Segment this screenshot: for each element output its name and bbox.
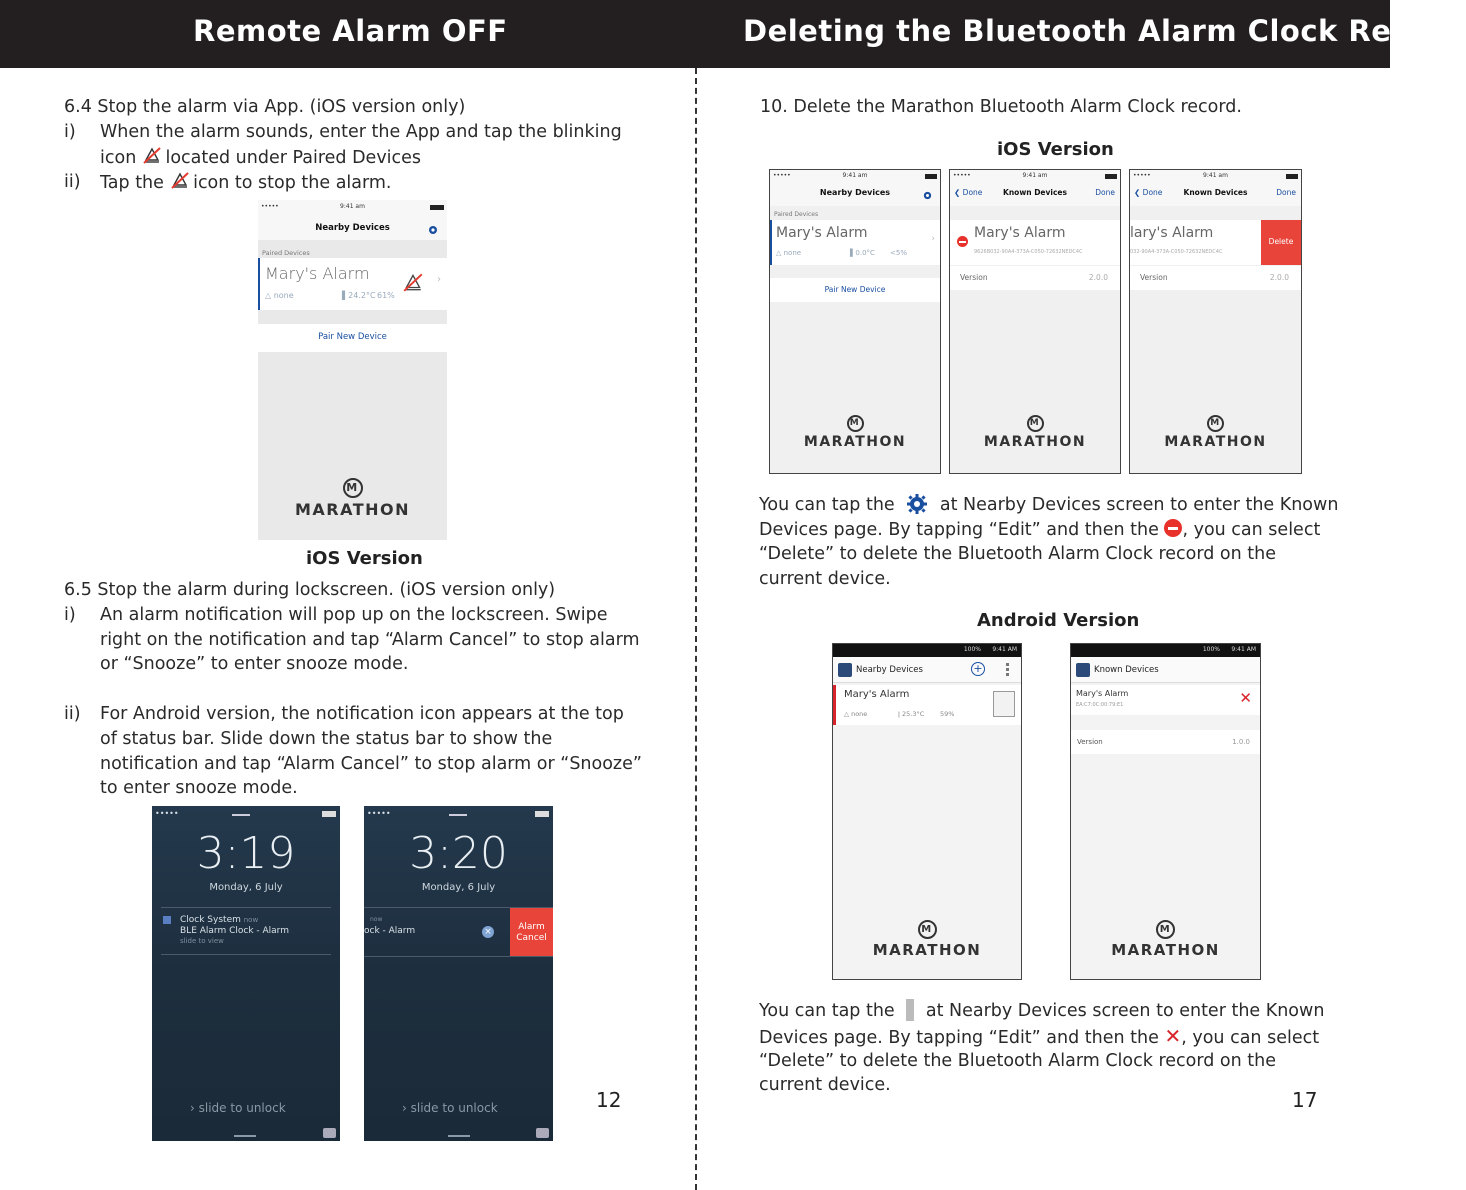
item-i-line1: When the alarm sounds, enter the App and tap the blinking <box>100 122 622 142</box>
device-id: 032-90A4-373A-C050-72632NEDC4C <box>1130 249 1223 255</box>
device-row[interactable] <box>1130 220 1301 265</box>
signal-icon: ••••• <box>155 809 179 818</box>
item-i-line2 <box>100 145 421 171</box>
notification-message: ock - Alarm <box>364 926 416 936</box>
device-row[interactable] <box>950 220 1120 265</box>
signal-icon: ••••• <box>367 809 391 818</box>
overflow-menu-icon <box>906 999 914 1021</box>
hum-value: 61% <box>377 291 395 300</box>
item-ii-line <box>100 170 392 196</box>
item-i-line2a: icon <box>100 148 137 168</box>
ios-version-caption-right: iOS Version <box>997 139 1114 160</box>
status-time: 9:41 am <box>340 203 365 210</box>
page-divider <box>695 68 697 1190</box>
done-button[interactable]: Done <box>1276 188 1296 197</box>
ios-version-caption-left: iOS Version <box>306 548 423 569</box>
device-name: Mary's Alarm <box>265 264 370 283</box>
chevron-right-icon: › <box>437 274 441 285</box>
nav-title: Known Devices <box>1094 665 1159 675</box>
item-i-num: i) <box>64 122 76 142</box>
device-row[interactable] <box>833 685 1021 725</box>
item-ii2-line1: For Android version, the notification icon appears at the top <box>100 704 624 724</box>
header-bar <box>0 0 1466 68</box>
ios-screen-known-delete: ••••• 9:41 am ❮ Done Known Devices Done lary's Alarm 032-90A4-373A-C050-72632NEDC4C Delete Version 2.0.0 M MARATHON <box>1129 169 1302 474</box>
battery-icon <box>322 811 336 817</box>
temp-value: ▌0.0°C <box>850 249 875 257</box>
alarm-value: △ none <box>844 710 868 718</box>
device-id: 9626B032-90A4-373A-C050-72632NEDC4C <box>974 249 1083 255</box>
minus-circle-icon <box>1164 519 1182 537</box>
alarm-value: △ none <box>776 249 802 257</box>
temp-value: ǀ 25.3°C <box>898 710 925 718</box>
pair-new-device-button[interactable]: Pair New Device <box>770 278 940 302</box>
signal-icon: ••••• <box>261 203 279 210</box>
add-icon[interactable]: + <box>971 662 985 676</box>
android-status-bar: 100% 9:41 AM <box>833 644 1021 657</box>
ios-para-line3: “Delete” to delete the Bluetooth Alarm Clock record on the <box>759 544 1276 564</box>
android-para-line4: current device. <box>759 1075 891 1095</box>
delete-x-icon: ✕ <box>1164 1024 1182 1048</box>
slide-to-unlock[interactable]: › slide to unlock <box>402 1101 498 1115</box>
device-row[interactable] <box>770 220 940 265</box>
gear-icon[interactable] <box>427 221 439 233</box>
section-6-5: 6.5 Stop the alarm during lockscreen. (iOS version only) <box>64 580 556 600</box>
hum-value: 59% <box>940 710 955 718</box>
device-row[interactable] <box>1071 685 1260 715</box>
android-screen-known <box>1070 643 1261 980</box>
right-header-title: Deleting the Bluetooth Alarm Clock Record <box>743 14 1466 48</box>
nav-title: Known Devices <box>1003 188 1067 197</box>
battery-icon <box>1105 174 1117 179</box>
chevron-right-icon: › <box>931 234 935 244</box>
item-i2-line2: right on the notification and tap “Alarm Cancel” to stop alarm <box>100 630 640 650</box>
alarm-off-icon[interactable] <box>402 271 424 293</box>
lockscreen-2 <box>364 806 553 1141</box>
bell-off-icon <box>170 170 188 188</box>
notification-when: now <box>370 916 383 923</box>
gear-icon <box>906 493 928 515</box>
app-icon <box>1076 663 1090 677</box>
camera-icon[interactable] <box>536 1128 549 1138</box>
temp-value: ▌24.2°C <box>342 291 376 300</box>
back-button[interactable]: ❮ Done <box>954 188 983 197</box>
lock-date: Monday, 6 July <box>209 882 283 893</box>
lockscreen-1 <box>152 806 340 1141</box>
camera-icon[interactable] <box>323 1128 336 1138</box>
app-icon <box>163 916 171 924</box>
ios-screen-known-edit: ••••• 9:41 am ❮ Done Known Devices Done Mary's Alarm 9626B032-90A4-373A-C050-72632NEDC4C Version 2.0.0 M MARATHON <box>949 169 1121 474</box>
item-ii2-line4: to enter snooze mode. <box>100 778 298 798</box>
gear-icon[interactable] <box>922 186 933 197</box>
item-ii2-num: ii) <box>64 704 81 724</box>
done-button[interactable]: Done <box>1095 188 1115 197</box>
ios-screen-nearby: ••••• 9:41 am Nearby Devices Paired Devices Mary's Alarm △ none ▌0.0°C <5% › Pair New Device M MARATHON <box>769 169 941 474</box>
item-i2-line3: or “Snooze” to enter snooze mode. <box>100 654 409 674</box>
left-header-title: Remote Alarm OFF <box>193 14 508 48</box>
minus-circle-icon[interactable] <box>957 236 968 247</box>
lock-time: 3:19 <box>196 828 296 879</box>
marathon-logo: M MARATHON <box>833 920 1021 959</box>
device-name: Mary's Alarm <box>1076 689 1129 698</box>
device-name: lary's Alarm <box>1130 225 1214 241</box>
device-id: EA:C7:0C:00:79:E1 <box>1076 702 1124 708</box>
battery-icon <box>1286 174 1298 179</box>
nav-title: Nearby Devices <box>856 665 923 675</box>
back-button[interactable]: ❮ Done <box>1134 188 1163 197</box>
item-i2-num: i) <box>64 605 76 625</box>
step-10: 10. Delete the Marathon Bluetooth Alarm Clock record. <box>760 97 1242 117</box>
lock-date: Monday, 6 July <box>421 882 496 893</box>
item-i-line2b: located under Paired Devices <box>165 148 422 168</box>
phone-screenshot-nearby <box>258 200 447 540</box>
marathon-logo: M MARATHON <box>1130 415 1301 450</box>
version-row: Version 2.0.0 <box>950 266 1120 290</box>
android-para-line1: You can tap the at Nearby Devices screen to enter the Known <box>759 1001 1325 1021</box>
device-name: Mary's Alarm <box>844 689 910 700</box>
item-i2-line1: An alarm notification will pop up on the lockscreen. Swipe <box>100 605 608 625</box>
delete-x-icon[interactable]: ✕ <box>1239 689 1252 707</box>
overflow-menu-icon[interactable] <box>1006 663 1009 676</box>
item-ii-b: icon to stop the alarm. <box>193 173 392 193</box>
nav-title: Nearby Devices <box>315 223 390 233</box>
nav-title: Nearby Devices <box>819 188 891 197</box>
hum-value: <5% <box>890 249 907 257</box>
item-ii-num: ii) <box>64 172 81 192</box>
item-ii2-line2: of status bar. Slide down the status bar to show the <box>100 729 553 749</box>
ios-para-line4: current device. <box>759 569 891 589</box>
app-icon <box>838 663 852 677</box>
lock-time: 3:20 <box>409 828 508 879</box>
version-row: Version 2.0.0 <box>1130 266 1301 290</box>
notification-hint: slide to view <box>180 937 224 945</box>
page-number-left: 12 <box>596 1088 622 1112</box>
page-number-right: 17 <box>1292 1088 1318 1112</box>
item-ii-a: Tap the <box>100 173 164 193</box>
version-row: Version 1.0.0 <box>1071 730 1260 754</box>
bell-off-icon <box>142 145 160 163</box>
alarm-clock-icon[interactable] <box>993 691 1015 717</box>
notification-app: Clock System now <box>180 915 259 925</box>
marathon-logo: M MARATHON <box>1071 920 1260 959</box>
ios-para-line2: Devices page. By tapping “Edit” and then the , you can select <box>759 520 1321 540</box>
marathon-logo: M MARATHON <box>950 415 1120 450</box>
android-version-caption: Android Version <box>977 610 1140 631</box>
device-name: Mary's Alarm <box>776 225 868 241</box>
battery-icon <box>430 205 444 210</box>
android-para-line3: “Delete” to delete the Bluetooth Alarm Clock record on the <box>759 1051 1276 1071</box>
notification-message[interactable]: BLE Alarm Clock - Alarm <box>180 926 289 936</box>
section-label: Paired Devices <box>774 211 819 218</box>
delete-button[interactable]: Delete <box>1261 220 1301 265</box>
android-para-line2: Devices page. By tapping “Edit” and then the ✕, you can select <box>759 1024 1320 1048</box>
slide-to-unlock[interactable]: › slide to unlock <box>190 1101 286 1115</box>
section-label: Paired Devices <box>262 249 310 257</box>
nav-title: Known Devices <box>1183 188 1248 197</box>
android-status-bar: 100% 9:41 AM <box>1071 644 1260 657</box>
alarm-value: △ none <box>265 291 294 300</box>
section-6-4: 6.4 Stop the alarm via App. (iOS version only) <box>64 97 466 117</box>
marathon-logo: M MARATHON <box>770 415 940 450</box>
item-ii2-line3: notification and tap “Alarm Cancel” to stop alarm or “Snooze” <box>100 754 642 774</box>
battery-icon <box>925 174 937 179</box>
alarm-cancel-button[interactable]: Alarm Cancel <box>510 908 553 956</box>
android-screen-nearby <box>832 643 1022 980</box>
battery-icon <box>535 811 549 817</box>
ios-para-line1: You can tap the at Nearby Devices screen to enter the Known <box>759 495 1339 515</box>
device-name: Mary's Alarm <box>974 225 1066 241</box>
close-icon[interactable]: × <box>482 926 494 938</box>
device-row[interactable] <box>258 258 447 310</box>
pair-new-device-button[interactable]: Pair New Device <box>258 324 447 352</box>
marathon-logo: M MARATHON <box>258 478 447 519</box>
